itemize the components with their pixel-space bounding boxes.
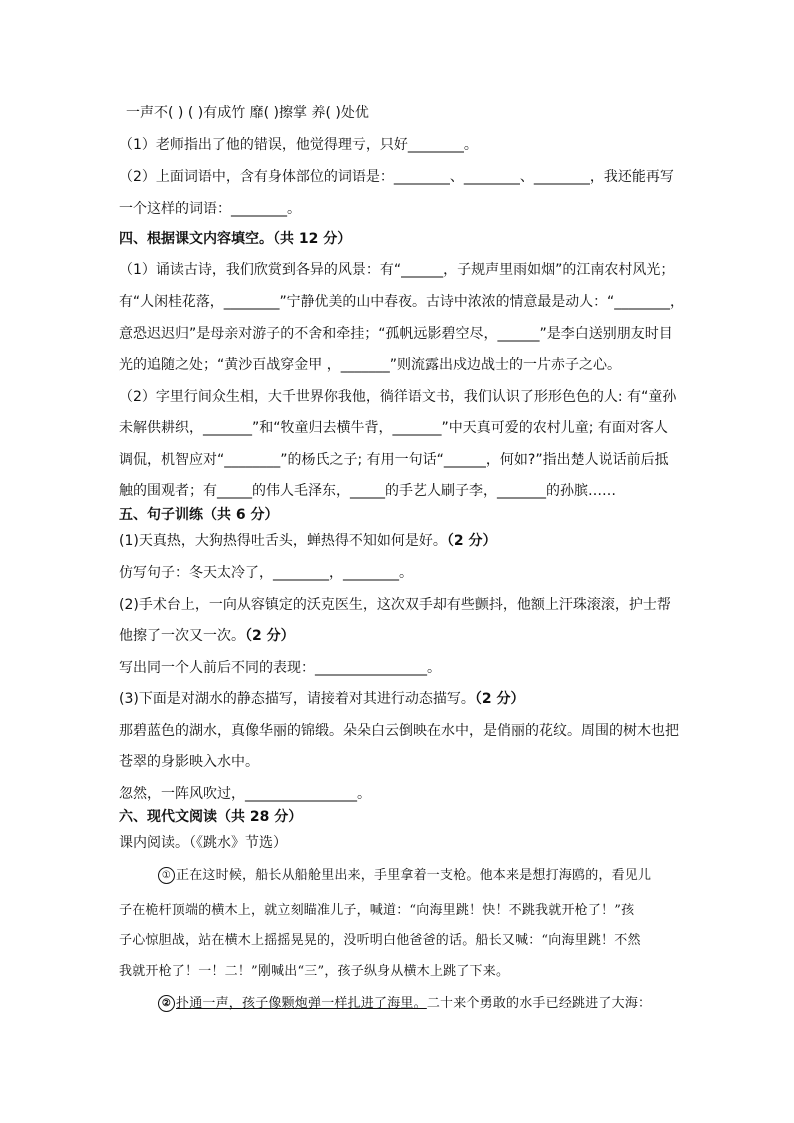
paragraph-number: ② xyxy=(158,995,175,1012)
question-text: (3)下面是对湖水的静态描写，请接着对其进行动态描写。 xyxy=(119,691,475,707)
question-line: （2）上面词语中，含有身体部位的词语是：________、________、________，我还能再写 xyxy=(119,169,674,185)
reading-paragraph-2 xyxy=(158,995,651,1013)
question-line: 有“人闲桂花落，________”宁静优美的山中春夜。古诗中浓浓的情意最是动人：“________， xyxy=(119,294,684,310)
score-label: （2 分） xyxy=(245,628,295,644)
question-line: 写出同一个人前后不同的表现：________________。 xyxy=(119,660,441,676)
question-line: 未解供耕织，_______”和“牧童归去横牛背，_______”中天真可爱的农村儿童; 有面对客人 xyxy=(119,420,668,436)
underlined-sentence: 扑通一声，孩子像颗炮弹一样扎进了海里。 xyxy=(176,996,427,1011)
question-line: （1）诵读古诗，我们欣赏到各异的风景：有“______，子规声里雨如烟”的江南农村风光； xyxy=(119,262,675,278)
reading-paragraph-1 xyxy=(158,867,651,885)
question-line: 一个这样的词语：________。 xyxy=(119,201,301,217)
question-line: （1）老师指出了他的错误，他觉得理亏，只好________。 xyxy=(119,137,478,153)
passage-line: 那碧蓝色的湖水，真像华丽的锦缎。朵朵白云倒映在水中，是俏丽的花纹。周围的树木也把 xyxy=(119,723,679,739)
question-line: 触的围观者；有_____的伟人毛泽东，_____的手艺人刷子李，_______的孙膑…… xyxy=(119,483,616,499)
question-line: 光的追随之处；“黄沙百战穿金甲 ，_______”则流露出戍边战士的一片赤子之心。 xyxy=(119,357,621,373)
section-heading-4: 四、根据课文内容填空。（共 12 分） xyxy=(119,231,352,247)
idiom-blanks-line: 一声不( ) ( )有成竹 靡( )擦掌 养( )处优 xyxy=(126,105,369,121)
question-line: 意恐迟迟归”是母亲对游子的不舍和牵挂；“孤帆远影碧空尽，______”是李白送别朋友时目 xyxy=(119,326,673,342)
question-line: 忽然，一阵风吹过，________________。 xyxy=(119,786,371,802)
section-heading-5: 五、句子训练（共 6 分） xyxy=(119,507,279,523)
question-line xyxy=(119,532,496,550)
question-line: (2)手术台上，一向从容镇定的沃克医生，这次双手却有些颤抖，他额上汗珠滚滚，护士帮 xyxy=(119,597,671,613)
reading-line: 子在桅杆顶端的横木上，就立刻瞄准儿子，喊道：“向海里跳！快！不跳我就开枪了！”孩 xyxy=(119,903,635,918)
section-heading-6: 六、现代文阅读（共 28 分） xyxy=(119,809,303,825)
question-line: 调侃，机智应对“________”的杨氏之子; 有用一句话“______，何如?”指出楚人说话前后抵 xyxy=(119,452,669,468)
paragraph-text: 二十来个勇敢的水手已经跳进了大海： xyxy=(426,996,652,1011)
score-label: （2 分） xyxy=(446,533,497,549)
reading-line: 子心惊胆战，站在横木上摇摇晃晃的，没听明白他爸爸的话。船长又喊：“向海里跳！不然 xyxy=(119,933,641,948)
question-line xyxy=(119,627,295,645)
paragraph-number: ① xyxy=(158,867,175,884)
paragraph-text: 正在这时候，船长从船舱里出来，手里拿着一支枪。他本来是想打海鸥的，看见儿 xyxy=(176,868,652,883)
passage-line: 苍翠的身影映入水中。 xyxy=(119,754,259,770)
score-label: （2 分） xyxy=(474,691,525,707)
question-line: （2）字里行间众生相，大千世界你我他，徜徉语文书，我们认识了形形色色的人: 有“童孙 xyxy=(119,389,677,405)
question-text: (1)天真热，大狗热得吐舌头，蝉热得不知如何是好。 xyxy=(119,533,447,549)
question-line xyxy=(119,690,524,708)
question-line: 仿写句子：冬天太冷了，________，________。 xyxy=(119,565,413,581)
reading-line: 我就开枪了！一！二！”刚喊出“三”，孩子纵身从横木上跳了下来。 xyxy=(119,964,510,979)
passage-source: 课内阅读。（《跳水》节选） xyxy=(119,835,287,851)
question-text: 他擦了一次又一次。 xyxy=(119,628,245,644)
